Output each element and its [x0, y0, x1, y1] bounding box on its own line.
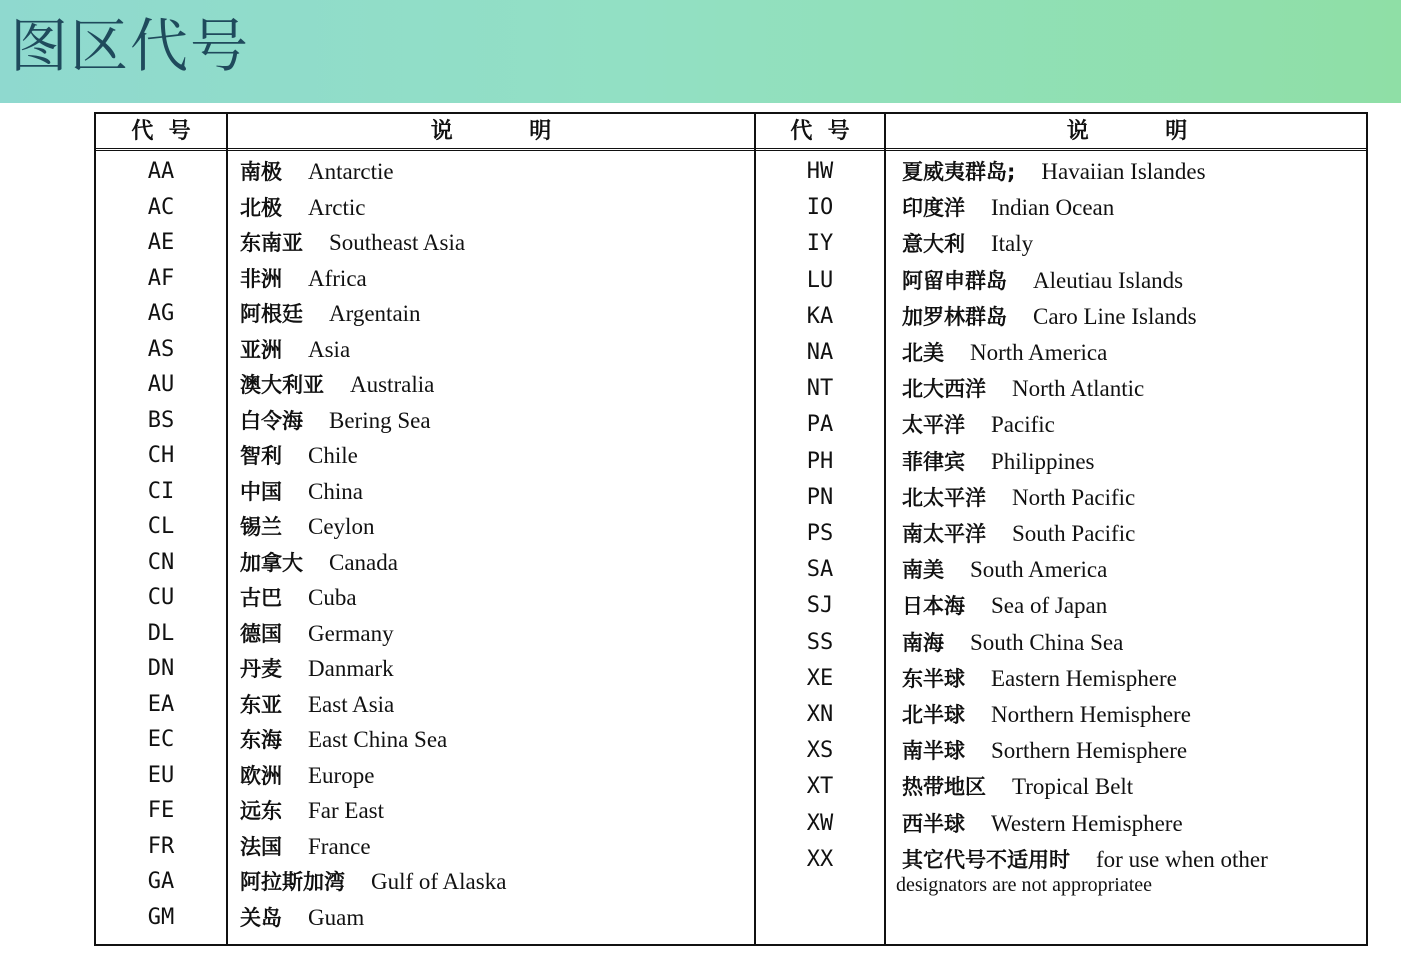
description-chinese: 加拿大 — [240, 550, 303, 575]
table-row-code: XN — [806, 702, 834, 727]
table-row-description — [240, 722, 447, 758]
description-english: Danmark — [308, 656, 394, 681]
column-divider — [226, 114, 228, 944]
table-row-description — [240, 864, 506, 900]
table-row-code: SS — [806, 629, 834, 655]
table-row-code: IY — [806, 231, 834, 257]
table-row-description — [902, 516, 1135, 552]
description-chinese: 西半球 — [902, 811, 965, 836]
table-row-description — [902, 842, 1268, 878]
table-row-code: EC — [147, 727, 175, 752]
table-row-code: XS — [806, 738, 834, 764]
description-english: Argentain — [329, 301, 421, 326]
description-chinese: 锡兰 — [240, 515, 282, 539]
description-chinese: 东半球 — [902, 666, 965, 691]
table-row-code: EA — [147, 691, 175, 717]
table-row-code: AG — [147, 301, 175, 326]
table-row-description — [902, 625, 1123, 661]
description-english: France — [308, 833, 371, 859]
table-row-code: PN — [806, 484, 834, 510]
description-english: East China Sea — [308, 727, 448, 752]
table-row-description — [902, 190, 1114, 226]
description-chinese: 太平洋 — [902, 413, 965, 438]
table-row-description — [902, 733, 1187, 769]
table-row-code: GA — [147, 869, 175, 894]
description-english: North America — [970, 340, 1108, 365]
description-chinese: 阿留申群岛 — [902, 268, 1007, 293]
table-row-code: PS — [806, 521, 834, 546]
description-english: Canada — [329, 549, 398, 575]
table-row-description — [240, 900, 364, 936]
description-english: Philippines — [991, 448, 1095, 474]
description-chinese: 南极 — [240, 160, 282, 184]
description-chinese: 南太平洋 — [902, 522, 986, 546]
table-row-description — [240, 332, 350, 368]
table-row-code: NA — [806, 340, 834, 365]
description-english: Pacific — [991, 412, 1055, 438]
table-row-code: CH — [147, 443, 175, 468]
table-row-code: AE — [147, 230, 175, 255]
description-chinese: 阿拉斯加湾 — [240, 870, 345, 894]
table-row-code: FR — [147, 833, 175, 859]
table-row-description — [902, 371, 1144, 407]
table-row-code: GM — [147, 904, 175, 930]
description-chinese: 东南亚 — [240, 231, 303, 255]
header-code-left: 代 号 — [131, 118, 191, 144]
description-chinese: 菲律宾 — [902, 449, 965, 474]
description-english: Sea of Japan — [991, 593, 1108, 619]
header-desc-right: 说 明 — [1066, 118, 1188, 144]
description-english: Western Hemisphere — [991, 810, 1183, 836]
description-english: East Asia — [308, 691, 395, 717]
description-chinese: 北半球 — [902, 703, 965, 727]
table-row-code: DN — [147, 656, 175, 681]
column-divider — [884, 114, 886, 944]
table-row-code: CN — [147, 549, 175, 575]
table-row-code: BS — [147, 407, 175, 433]
description-chinese: 智利 — [240, 444, 282, 468]
description-english: for use when other — [1096, 846, 1268, 872]
description-chinese: 澳大利亚 — [240, 373, 324, 397]
description-english: South China Sea — [970, 629, 1124, 655]
table-row-description — [240, 296, 421, 332]
table-row-description — [902, 552, 1107, 588]
table-row-description — [240, 190, 365, 226]
description-english: Australia — [350, 372, 435, 397]
description-english: Gulf of Alaska — [371, 869, 507, 894]
code-table — [94, 112, 1368, 946]
table-row-description — [240, 225, 465, 261]
table-row-code: XW — [806, 810, 834, 836]
description-chinese: 南美 — [902, 558, 944, 583]
table-row-code: FE — [147, 798, 175, 823]
description-chinese: 法国 — [240, 834, 282, 859]
description-chinese: 非洲 — [240, 266, 282, 291]
description-chinese: 夏威夷群岛; — [902, 160, 1016, 184]
description-chinese: 东海 — [240, 728, 282, 752]
table-row-code: CU — [147, 585, 175, 610]
description-english: Eastern Hemisphere — [991, 665, 1177, 691]
description-chinese: 丹麦 — [240, 657, 282, 681]
table-row-description — [902, 444, 1095, 480]
description-english: Far East — [308, 798, 385, 823]
table-row-description — [902, 154, 1206, 190]
table-row-code: AU — [147, 372, 175, 397]
table-row-description — [240, 438, 358, 474]
table-row-description — [240, 261, 367, 297]
table-row-description — [902, 299, 1197, 335]
description-english: Caro Line Islands — [1033, 303, 1197, 329]
table-row-description — [240, 580, 357, 616]
description-english: Arctic — [308, 194, 366, 220]
description-chinese: 白令海 — [240, 408, 303, 433]
description-chinese: 北美 — [902, 341, 944, 365]
table-row-description — [240, 367, 434, 403]
title-banner — [0, 0, 1401, 103]
description-english: China — [308, 478, 363, 504]
table-row-description — [240, 829, 371, 865]
table-row-description — [240, 509, 374, 545]
table-row-code: SA — [806, 557, 834, 583]
description-chinese: 南半球 — [902, 739, 965, 764]
description-english: Sorthern Hemisphere — [991, 738, 1188, 764]
description-english: North Atlantic — [1012, 376, 1145, 402]
table-row-code: CL — [147, 514, 175, 539]
table-row-description — [902, 263, 1183, 299]
table-row-code: NT — [806, 376, 834, 402]
table-row-code: HW — [806, 159, 834, 184]
table-row-description — [240, 545, 398, 581]
table-row-code: EU — [147, 762, 175, 788]
table-row-code: AS — [147, 336, 175, 362]
description-english: Europe — [308, 762, 375, 788]
description-english: Havaiian Islandes — [1041, 159, 1206, 184]
row-description-continuation: designators are not appropriatee — [896, 874, 1153, 896]
table-row-description — [240, 154, 394, 190]
table-row-code: AC — [147, 194, 175, 220]
description-english: Antarctie — [308, 159, 394, 184]
table-row-description — [240, 616, 394, 652]
description-english: Cuba — [308, 585, 357, 610]
table-row-code: LU — [806, 267, 834, 293]
table-row-code: AF — [147, 265, 175, 291]
table-row-code: CI — [147, 478, 175, 504]
description-chinese: 亚洲 — [240, 337, 282, 362]
table-row-description — [240, 687, 394, 723]
table-row-code: IO — [806, 195, 834, 221]
description-english: Northern Hemisphere — [991, 702, 1191, 727]
description-english: Bering Sea — [329, 407, 431, 433]
header-code-right: 代 号 — [790, 118, 850, 144]
description-english: South America — [970, 557, 1108, 583]
description-english: Indian Ocean — [991, 195, 1115, 221]
description-chinese: 意大利 — [902, 232, 965, 257]
table-row-description — [240, 793, 384, 829]
description-chinese: 欧洲 — [240, 763, 282, 788]
description-chinese: 德国 — [240, 621, 282, 646]
table-row-description — [240, 758, 374, 794]
description-english: Guam — [308, 904, 365, 930]
table-row-description — [902, 335, 1107, 371]
table-row-description — [902, 769, 1133, 805]
description-english: Asia — [308, 336, 351, 362]
table-row-code: XX — [806, 846, 834, 872]
table-row-description — [902, 407, 1055, 443]
table-row-code: XT — [806, 774, 834, 800]
description-chinese: 中国 — [240, 479, 282, 504]
table-row-code: AA — [147, 159, 175, 184]
header-divider — [96, 148, 1366, 151]
description-chinese: 其它代号不适用时 — [902, 847, 1070, 872]
description-chinese: 加罗林群岛 — [902, 304, 1007, 329]
description-english: Africa — [308, 265, 367, 291]
description-english: Chile — [308, 443, 358, 468]
description-chinese: 热带地区 — [902, 775, 986, 800]
description-english: Germany — [308, 620, 394, 646]
table-row-code: KA — [806, 303, 834, 329]
table-row-description — [902, 588, 1107, 624]
description-chinese: 日本海 — [902, 594, 965, 619]
description-chinese: 古巴 — [240, 586, 282, 610]
description-chinese: 阿根廷 — [240, 302, 303, 326]
description-english: Ceylon — [308, 514, 375, 539]
description-english: Italy — [991, 231, 1034, 257]
description-chinese: 远东 — [240, 799, 282, 823]
description-chinese: 北太平洋 — [902, 485, 986, 510]
table-row-description — [240, 474, 363, 510]
table-row-description — [902, 480, 1135, 516]
table-row-description — [902, 697, 1191, 733]
description-chinese: 关岛 — [240, 905, 282, 930]
description-english: North Pacific — [1012, 484, 1136, 510]
table-row-code: SJ — [806, 593, 834, 619]
table-row-description — [240, 403, 431, 439]
table-row-code: DL — [147, 620, 175, 646]
description-chinese: 北极 — [240, 195, 282, 220]
table-row-description — [902, 226, 1033, 262]
table-row-description — [902, 661, 1177, 697]
page-title: 图区代号 — [10, 12, 251, 80]
table-row-description — [240, 651, 394, 687]
table-row-description — [902, 806, 1183, 842]
header-desc-left: 说 明 — [430, 118, 552, 144]
table-row-code: PH — [806, 448, 834, 474]
description-english: Tropical Belt — [1012, 774, 1134, 800]
description-chinese: 东亚 — [240, 692, 282, 717]
description-english: South Pacific — [1012, 521, 1136, 546]
description-chinese: 北大西洋 — [902, 377, 986, 402]
description-chinese: 南海 — [902, 630, 944, 655]
table-row-code: XE — [806, 665, 834, 691]
description-chinese: 印度洋 — [902, 196, 965, 221]
description-english: Southeast Asia — [329, 230, 466, 255]
table-row-code: PA — [806, 412, 834, 438]
description-english: Aleutiau Islands — [1033, 267, 1184, 293]
